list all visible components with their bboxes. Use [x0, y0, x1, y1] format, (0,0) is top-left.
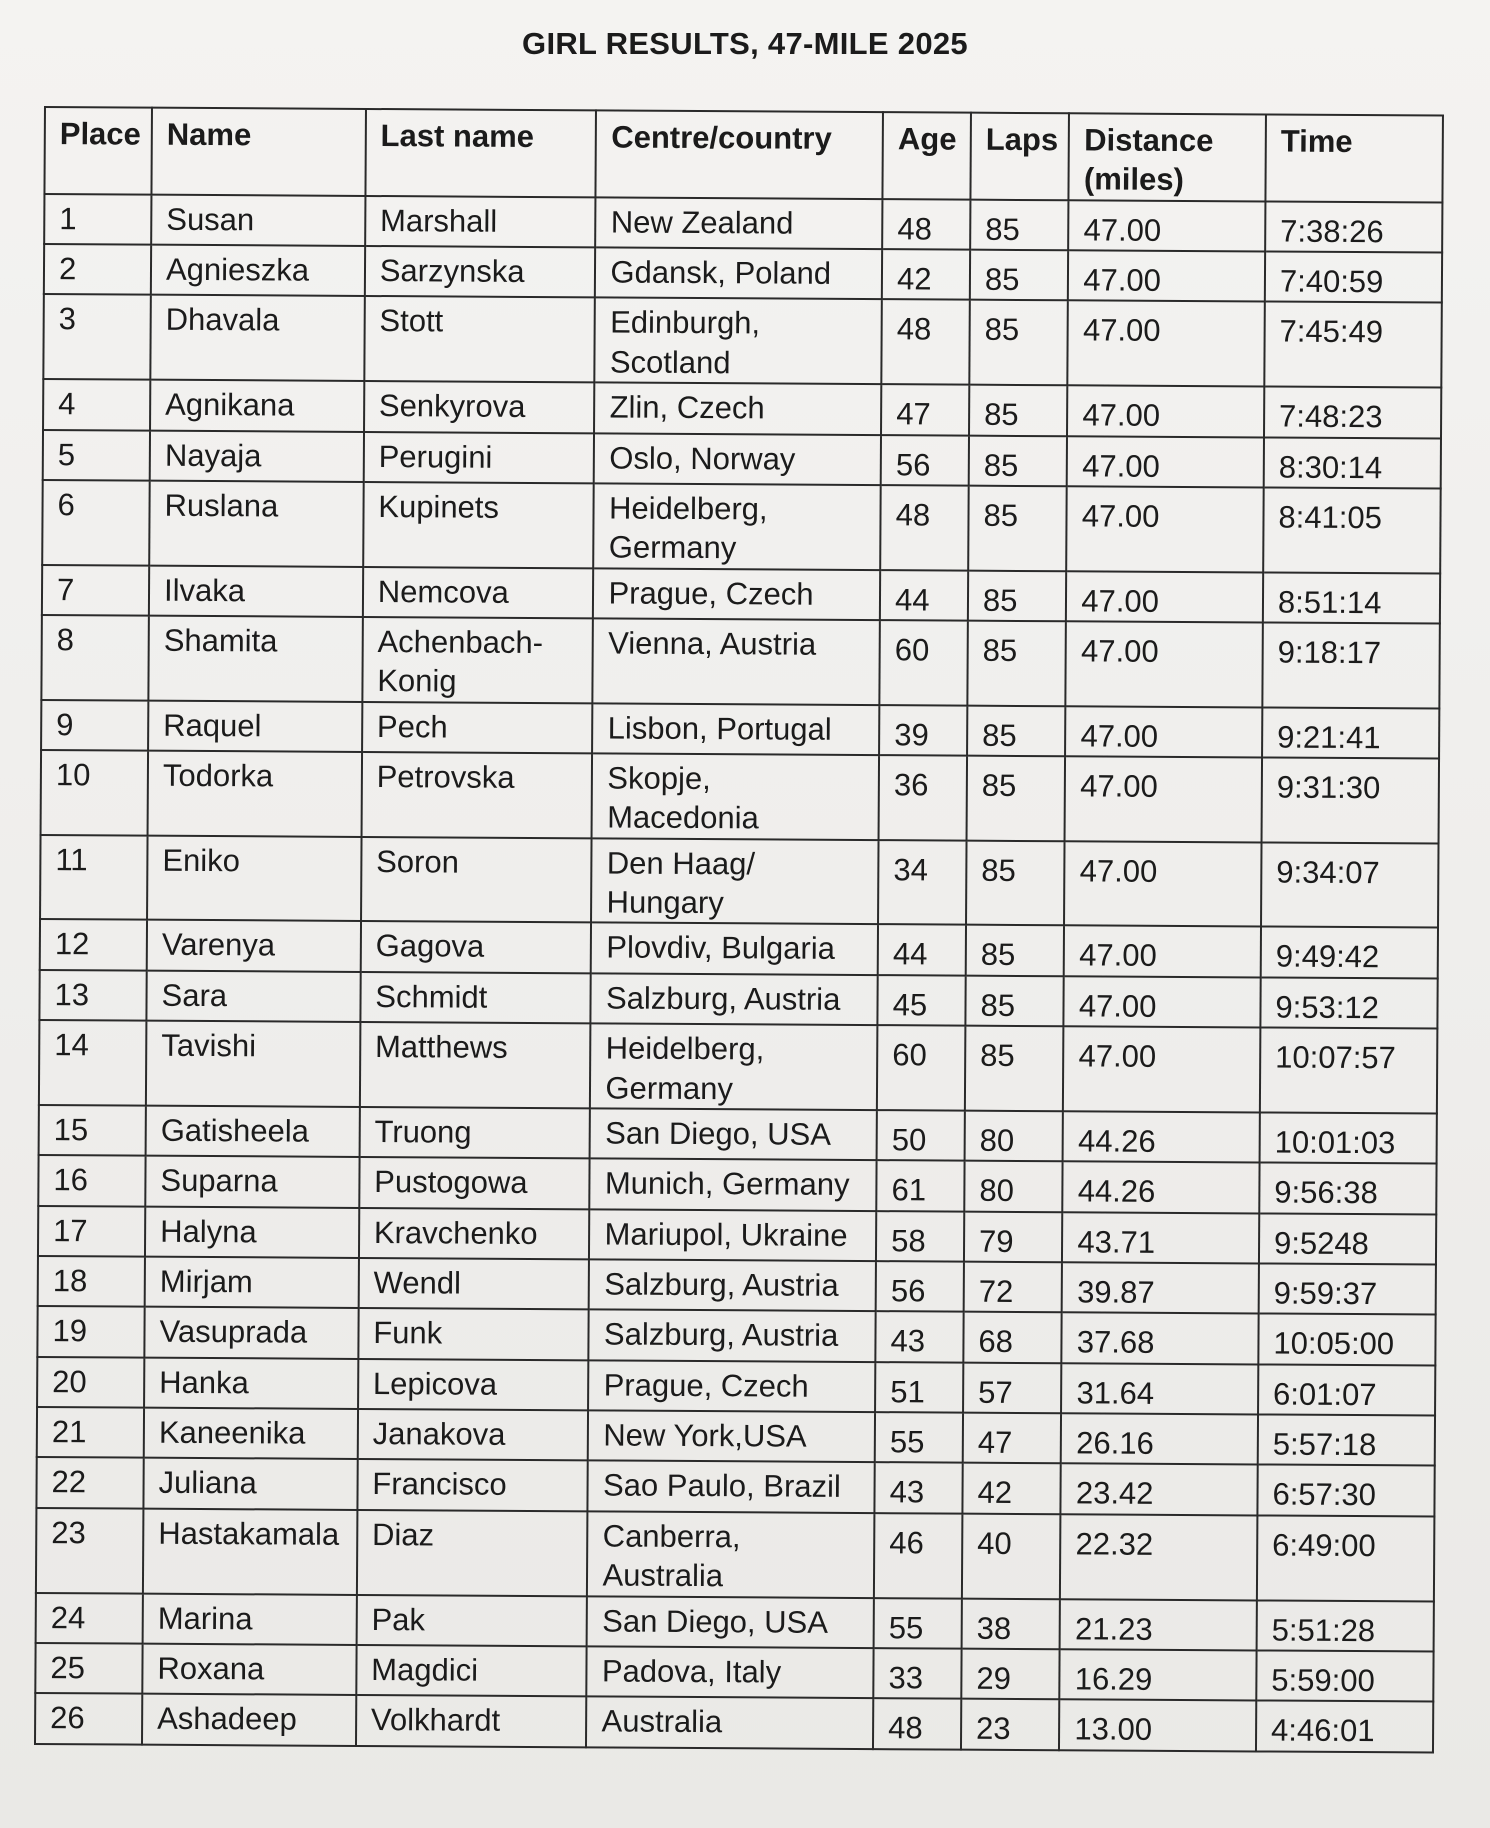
distance-cell: 47.00 — [1064, 976, 1261, 1028]
table-row — [41, 750, 1439, 843]
last-name-cell: Magdici — [356, 1645, 587, 1697]
table-row — [37, 1306, 1435, 1365]
distance-cell: 47.00 — [1065, 706, 1262, 758]
place-cell: 2 — [44, 244, 151, 295]
time-cell: 9:5248 — [1259, 1213, 1436, 1264]
last-name-cell: Marshall — [365, 196, 596, 248]
place-cell: 16 — [38, 1155, 145, 1206]
laps-cell: 85 — [965, 1026, 1064, 1111]
last-name-cell: Lepicova — [358, 1359, 589, 1411]
laps-cell: 57 — [963, 1362, 1062, 1413]
centre-country-cell: Vienna, Austria — [593, 618, 880, 704]
time-cell: 8:30:14 — [1264, 437, 1441, 488]
centre-country-cell: New York,USA — [588, 1410, 875, 1462]
distance-cell: 37.68 — [1062, 1313, 1259, 1365]
first-name-cell: Roxana — [142, 1643, 356, 1695]
age-cell: 34 — [878, 840, 966, 925]
distance-cell: 21.23 — [1060, 1599, 1257, 1651]
first-name-cell: Dhavala — [150, 295, 364, 381]
header-time: Time — [1265, 114, 1443, 202]
centre-country-cell: Gdansk, Poland — [595, 247, 882, 299]
place-cell: 26 — [35, 1693, 142, 1744]
age-cell: 43 — [875, 1311, 963, 1362]
age-cell: 55 — [874, 1598, 962, 1649]
first-name-cell: Vasuprada — [144, 1307, 358, 1359]
laps-cell: 85 — [966, 840, 1065, 925]
centre-country-cell: Heidelberg, Germany — [594, 483, 881, 569]
age-cell: 50 — [877, 1110, 965, 1161]
age-cell: 39 — [879, 705, 967, 756]
last-name-cell: Soron — [361, 837, 592, 923]
last-name-cell: Truong — [359, 1107, 590, 1159]
place-cell: 5 — [43, 430, 150, 481]
table-row — [37, 1407, 1435, 1466]
table-row — [41, 700, 1439, 759]
laps-cell: 85 — [969, 435, 1068, 486]
last-name-cell: Kupinets — [363, 482, 594, 568]
place-cell: 15 — [39, 1105, 146, 1156]
results-body — [35, 194, 1442, 1752]
header-row — [44, 107, 1443, 202]
first-name-cell: Nayaja — [150, 430, 364, 482]
time-cell: 5:57:18 — [1258, 1415, 1435, 1466]
table-row — [39, 970, 1437, 1029]
first-name-cell: Hanka — [144, 1357, 358, 1409]
last-name-cell: Pustogowa — [359, 1157, 590, 1209]
header-place: Place — [44, 107, 152, 194]
first-name-cell: Kaneenika — [144, 1408, 358, 1460]
age-cell: 48 — [873, 1698, 961, 1749]
laps-cell: 85 — [967, 756, 1066, 841]
first-name-cell: Raquel — [148, 700, 362, 752]
last-name-cell: Kravchenko — [359, 1208, 590, 1260]
table-row — [35, 1643, 1433, 1702]
table-row — [40, 835, 1438, 928]
last-name-cell: Pak — [356, 1594, 587, 1646]
centre-country-cell: Sao Paulo, Brazil — [588, 1461, 875, 1513]
centre-country-cell: Heidelberg, Germany — [590, 1024, 877, 1110]
first-name-cell: Tavishi — [146, 1021, 360, 1107]
centre-country-cell: San Diego, USA — [587, 1596, 874, 1648]
age-cell: 55 — [875, 1412, 963, 1463]
age-cell: 36 — [879, 755, 967, 840]
centre-country-cell: Australia — [586, 1697, 873, 1749]
time-cell: 9:56:38 — [1259, 1163, 1436, 1214]
time-cell: 7:48:23 — [1264, 387, 1441, 438]
table-row — [38, 1206, 1436, 1265]
place-cell: 22 — [36, 1457, 143, 1508]
last-name-cell: Perugini — [363, 431, 594, 483]
age-cell: 48 — [881, 300, 969, 385]
place-cell: 11 — [40, 835, 148, 920]
centre-country-cell: Zlin, Czech — [594, 383, 881, 435]
time-cell: 9:49:42 — [1261, 927, 1438, 978]
laps-cell: 85 — [969, 300, 1068, 385]
last-name-cell: Funk — [358, 1308, 589, 1360]
first-name-cell: Gatisheela — [146, 1106, 360, 1158]
laps-cell: 72 — [964, 1262, 1063, 1313]
place-cell: 24 — [36, 1592, 143, 1643]
distance-cell: 47.00 — [1067, 486, 1264, 572]
laps-cell: 68 — [963, 1312, 1062, 1363]
place-cell: 25 — [35, 1643, 142, 1694]
table-row — [38, 1155, 1436, 1214]
first-name-cell: Varenya — [147, 920, 361, 972]
laps-cell: 80 — [965, 1111, 1064, 1162]
place-cell: 12 — [40, 919, 147, 970]
time-cell: 9:53:12 — [1260, 977, 1437, 1028]
centre-country-cell: Salzburg, Austria — [591, 973, 878, 1025]
time-cell: 7:45:49 — [1264, 302, 1442, 388]
time-cell: 7:38:26 — [1265, 201, 1442, 252]
distance-cell: 47.00 — [1064, 841, 1261, 927]
last-name-cell: Stott — [364, 296, 595, 382]
time-cell: 9:18:17 — [1262, 622, 1440, 708]
last-name-cell: Matthews — [360, 1022, 591, 1108]
last-name-cell: Schmidt — [360, 972, 591, 1024]
time-cell: 9:31:30 — [1261, 757, 1439, 843]
table-row — [44, 194, 1442, 253]
place-cell: 23 — [36, 1508, 144, 1593]
first-name-cell: Suparna — [145, 1156, 359, 1208]
distance-cell: 16.29 — [1060, 1649, 1257, 1701]
centre-country-cell: New Zealand — [596, 197, 883, 249]
distance-cell: 31.64 — [1061, 1363, 1258, 1415]
age-cell: 58 — [876, 1211, 964, 1262]
time-cell: 6:01:07 — [1258, 1364, 1435, 1415]
first-name-cell: Halyna — [145, 1206, 359, 1258]
table-row — [38, 1256, 1436, 1315]
results-table — [34, 106, 1444, 1753]
distance-cell: 47.00 — [1068, 200, 1265, 252]
first-name-cell: Agnieszka — [151, 245, 365, 297]
place-cell: 6 — [42, 480, 150, 565]
centre-country-cell: Oslo, Norway — [594, 433, 881, 485]
centre-country-cell: Salzburg, Austria — [589, 1310, 876, 1362]
time-cell: 9:59:37 — [1259, 1263, 1436, 1314]
laps-cell: 38 — [962, 1598, 1061, 1649]
laps-cell: 47 — [963, 1413, 1062, 1464]
centre-country-cell: Munich, Germany — [590, 1159, 877, 1211]
last-name-cell: Senkyrova — [364, 381, 595, 433]
place-cell: 10 — [41, 750, 149, 835]
laps-cell: 40 — [962, 1513, 1061, 1598]
time-cell: 7:40:59 — [1265, 252, 1442, 303]
distance-cell: 47.00 — [1066, 621, 1263, 707]
centre-country-cell: Salzburg, Austria — [589, 1259, 876, 1311]
table-row — [36, 1592, 1434, 1651]
time-cell: 5:51:28 — [1257, 1600, 1434, 1651]
age-cell: 56 — [881, 435, 969, 486]
laps-cell: 85 — [969, 385, 1068, 436]
centre-country-cell: Den Haag/ Hungary — [591, 838, 878, 924]
centre-country-cell: Padova, Italy — [587, 1646, 874, 1698]
age-cell: 44 — [880, 570, 968, 621]
age-cell: 33 — [873, 1648, 961, 1699]
place-cell: 4 — [43, 379, 150, 430]
centre-country-cell: Mariupol, Ukraine — [589, 1209, 876, 1261]
first-name-cell: Todorka — [148, 751, 362, 837]
first-name-cell: Hastakamala — [143, 1508, 357, 1594]
distance-cell: 44.26 — [1063, 1111, 1260, 1163]
table-row — [37, 1357, 1435, 1416]
age-cell: 48 — [882, 199, 970, 250]
centre-country-cell: Edinburgh, Scotland — [595, 298, 882, 384]
distance-cell: 47.00 — [1068, 250, 1265, 302]
first-name-cell: Ilvaka — [149, 565, 363, 617]
time-cell: 5:59:00 — [1256, 1650, 1433, 1701]
distance-cell: 22.32 — [1060, 1514, 1257, 1600]
distance-cell: 47.00 — [1065, 756, 1262, 842]
table-row — [39, 1105, 1437, 1164]
table-row — [36, 1457, 1434, 1516]
time-cell: 9:21:41 — [1262, 707, 1439, 758]
age-cell: 61 — [876, 1160, 964, 1211]
laps-cell: 23 — [961, 1699, 1060, 1750]
place-cell: 18 — [38, 1256, 145, 1307]
table-row — [43, 294, 1441, 387]
place-cell: 13 — [39, 970, 146, 1021]
distance-cell: 47.00 — [1068, 301, 1265, 387]
place-cell: 3 — [43, 294, 151, 379]
centre-country-cell: Lisbon, Portugal — [593, 703, 880, 755]
place-cell: 17 — [38, 1206, 145, 1257]
place-cell: 8 — [41, 615, 149, 700]
last-name-cell: Achenbach-Konig — [362, 617, 593, 703]
laps-cell: 85 — [970, 199, 1069, 250]
first-name-cell: Eniko — [147, 835, 361, 921]
distance-cell: 47.00 — [1063, 1026, 1260, 1112]
laps-cell: 85 — [967, 621, 1066, 706]
age-cell: 56 — [876, 1261, 964, 1312]
table-row — [42, 565, 1440, 624]
distance-cell: 23.42 — [1061, 1464, 1258, 1516]
age-cell: 51 — [875, 1362, 963, 1413]
table-row — [43, 430, 1441, 489]
last-name-cell: Janakova — [358, 1409, 589, 1461]
first-name-cell: Marina — [143, 1593, 357, 1645]
last-name-cell: Pech — [362, 702, 593, 754]
time-cell: 10:07:57 — [1260, 1028, 1438, 1114]
laps-cell: 85 — [970, 250, 1069, 301]
first-name-cell: Agnikana — [150, 380, 364, 432]
first-name-cell: Shamita — [148, 616, 362, 702]
age-cell: 45 — [878, 975, 966, 1026]
age-cell: 48 — [880, 485, 968, 570]
distance-cell: 44.26 — [1063, 1162, 1260, 1214]
time-cell: 10:01:03 — [1260, 1112, 1437, 1163]
table-row — [43, 379, 1441, 438]
place-cell: 7 — [42, 565, 149, 616]
distance-cell: 47.00 — [1067, 436, 1264, 488]
laps-cell: 79 — [964, 1211, 1063, 1262]
place-cell: 21 — [37, 1407, 144, 1458]
distance-cell: 13.00 — [1059, 1699, 1256, 1751]
age-cell: 47 — [881, 384, 969, 435]
last-name-cell: Volkhardt — [356, 1695, 587, 1747]
age-cell: 46 — [874, 1513, 962, 1598]
time-cell: 10:05:00 — [1258, 1314, 1435, 1365]
centre-country-cell: Plovdiv, Bulgaria — [591, 923, 878, 975]
last-name-cell: Diaz — [357, 1510, 588, 1596]
header-last-name: Last name — [365, 109, 596, 197]
distance-cell: 47.00 — [1067, 385, 1264, 437]
page-title: GIRL RESULTS, 47-MILE 2025 — [522, 26, 968, 61]
last-name-cell: Gagova — [360, 921, 591, 973]
time-cell: 8:41:05 — [1263, 487, 1441, 573]
distance-cell: 43.71 — [1062, 1212, 1259, 1264]
last-name-cell: Francisco — [357, 1459, 588, 1511]
age-cell: 60 — [877, 1025, 965, 1110]
laps-cell: 29 — [961, 1648, 1060, 1699]
first-name-cell: Ashadeep — [142, 1694, 356, 1746]
place-cell: 19 — [37, 1306, 144, 1357]
age-cell: 44 — [878, 925, 966, 976]
place-cell: 14 — [39, 1020, 147, 1105]
time-cell: 9:34:07 — [1261, 842, 1439, 928]
table-row — [35, 1693, 1433, 1752]
time-cell: 6:49:00 — [1257, 1515, 1435, 1601]
first-name-cell: Susan — [151, 194, 365, 246]
table-row — [42, 480, 1440, 573]
time-cell: 4:46:01 — [1256, 1701, 1433, 1752]
distance-cell: 26.16 — [1061, 1413, 1258, 1465]
distance-cell: 47.00 — [1066, 571, 1263, 623]
header-distance: Distance (miles) — [1069, 113, 1266, 201]
laps-cell: 85 — [968, 570, 1067, 621]
age-cell: 60 — [879, 620, 967, 705]
table-row — [41, 615, 1439, 708]
first-name-cell: Ruslana — [149, 481, 363, 567]
laps-cell: 42 — [962, 1463, 1061, 1514]
last-name-cell: Nemcova — [363, 567, 594, 619]
centre-country-cell: Canberra, Australia — [587, 1511, 874, 1597]
header-laps: Laps — [970, 113, 1069, 200]
table-row — [40, 919, 1438, 978]
last-name-cell: Petrovska — [361, 752, 592, 838]
table-row — [39, 1020, 1437, 1113]
table-row — [44, 244, 1442, 303]
laps-cell: 85 — [965, 975, 1064, 1026]
first-name-cell: Sara — [146, 970, 360, 1022]
place-cell: 9 — [41, 700, 148, 751]
centre-country-cell: Skopje, Macedonia — [592, 753, 879, 839]
laps-cell: 85 — [968, 486, 1067, 571]
last-name-cell: Wendl — [358, 1258, 589, 1310]
first-name-cell: Juliana — [143, 1458, 357, 1510]
centre-country-cell: Prague, Czech — [589, 1360, 876, 1412]
laps-cell: 85 — [967, 705, 1066, 756]
age-cell: 42 — [882, 249, 970, 300]
age-cell: 43 — [875, 1463, 963, 1514]
time-cell: 6:57:30 — [1257, 1465, 1434, 1516]
distance-cell: 47.00 — [1064, 926, 1261, 978]
first-name-cell: Mirjam — [145, 1257, 359, 1309]
header-name: Name — [151, 108, 365, 196]
laps-cell: 80 — [964, 1161, 1063, 1212]
distance-cell: 39.87 — [1062, 1262, 1259, 1314]
header-age: Age — [883, 112, 971, 199]
place-cell: 1 — [44, 194, 151, 245]
last-name-cell: Sarzynska — [365, 246, 596, 298]
centre-country-cell: Prague, Czech — [593, 568, 880, 620]
centre-country-cell: San Diego, USA — [590, 1108, 877, 1160]
laps-cell: 85 — [966, 925, 1065, 976]
place-cell: 20 — [37, 1357, 144, 1408]
table-row — [36, 1508, 1434, 1601]
time-cell: 8:51:14 — [1263, 572, 1440, 623]
header-centre-country: Centre/country — [596, 110, 883, 198]
